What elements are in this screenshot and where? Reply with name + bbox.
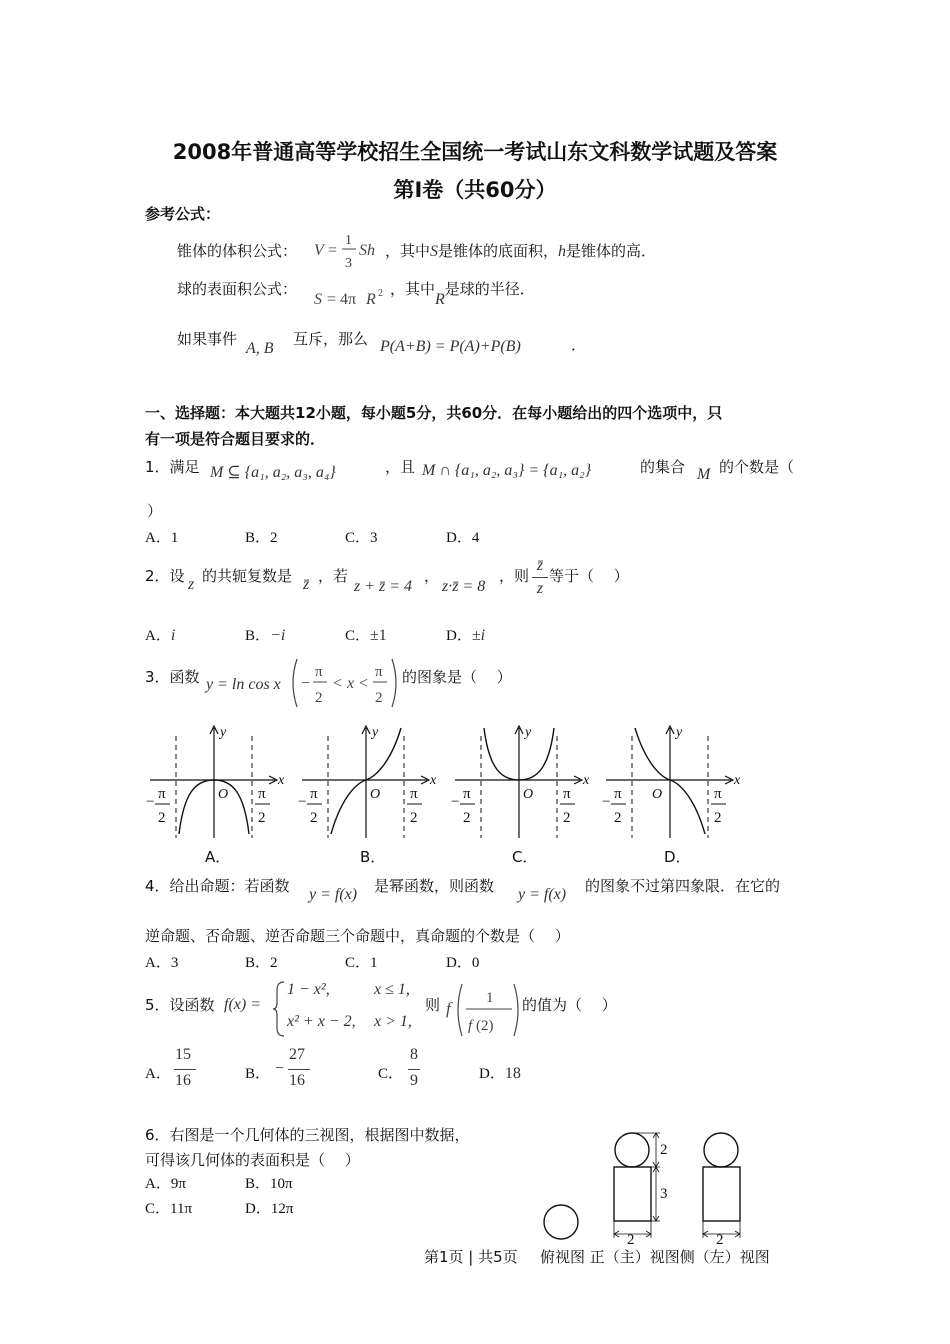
var-R: R bbox=[435, 291, 445, 308]
section-heading: 一、选择题：本大题共12小题，每小题5分，共60分．在每小题给出的四个选项中，只 bbox=[145, 404, 723, 422]
svg-text:f: f bbox=[468, 1018, 473, 1034]
q2-option-a bbox=[145, 624, 175, 645]
event-end: ． bbox=[571, 336, 587, 354]
option-label: A． bbox=[145, 1066, 171, 1082]
option-value: ±1 bbox=[370, 627, 387, 644]
event-formula: P(A+B) = P(A)+P(B) bbox=[380, 338, 521, 355]
option-den: 16 bbox=[289, 1072, 305, 1089]
svg-text:<: < bbox=[333, 675, 343, 692]
svg-text:V: V bbox=[314, 242, 324, 259]
svg-text:2: 2 bbox=[375, 690, 383, 706]
option-value: 18 bbox=[504, 1065, 521, 1082]
q6-option-a: A．9π bbox=[145, 1176, 186, 1192]
graph-a-y-label: y bbox=[220, 725, 227, 740]
q3-func: y = ln cos x bbox=[206, 676, 281, 693]
q6-option-d: D．12π bbox=[245, 1201, 294, 1217]
svg-text:= 4π: = 4π bbox=[327, 291, 357, 308]
q5-prefix: 5．设函数 bbox=[145, 996, 215, 1014]
q5-expr bbox=[444, 980, 522, 1044]
q1-close: ） bbox=[147, 502, 163, 520]
q5-piecewise-brace bbox=[272, 980, 286, 1042]
footer-page: 第1页 | 共5页 bbox=[424, 1248, 518, 1266]
q3-graphs bbox=[140, 722, 760, 846]
page-subtitle: 第Ⅰ卷（共60分） bbox=[393, 178, 557, 202]
graph-c-tick-left-num: π bbox=[463, 786, 471, 802]
sphere-note bbox=[390, 278, 535, 308]
q5-case1-cond: x ≤ 1, bbox=[374, 981, 410, 998]
option-label: A． bbox=[145, 628, 171, 644]
option-label: C． bbox=[345, 628, 371, 644]
q6-three-views bbox=[540, 1126, 780, 1250]
graph-b-tick-left-sign: − bbox=[298, 794, 307, 810]
front-view bbox=[614, 1133, 668, 1246]
top-view-circle bbox=[544, 1205, 578, 1239]
graph-a-tick-right-num: π bbox=[258, 786, 266, 802]
q4-option-b: B．2 bbox=[245, 955, 278, 971]
q2-eq1: z + z̄ = 4 bbox=[354, 578, 413, 595]
q4-line2: 逆命题、否命题、逆否命题三个命题中，真命题的个数是（ ） bbox=[145, 927, 570, 945]
q3-domain bbox=[289, 656, 401, 714]
q1-expr1: M ⊆ {a₁, a₂, a₃, a₄} bbox=[210, 464, 336, 481]
graph-b-tick-left-num: π bbox=[310, 786, 318, 802]
cone-note-text: 是锥体的高． bbox=[566, 242, 657, 260]
graph-b-tick-right-num: π bbox=[410, 786, 418, 802]
q1-suffix-b: 的个数是（ bbox=[719, 458, 795, 476]
q2-mid3: ，则 bbox=[499, 567, 530, 585]
option-frac-bar bbox=[288, 1069, 310, 1070]
graph-a-x-label: x bbox=[278, 773, 285, 788]
sphere-note-text: 是球的半径． bbox=[444, 280, 535, 298]
option-label: B． bbox=[245, 1066, 271, 1082]
q1-mid: ，且 bbox=[385, 458, 416, 476]
q1-expr2: M ∩ {a₁, a₂, a₃} = {a₁, a₂} bbox=[422, 462, 592, 479]
q3-graph-label-b: B． bbox=[360, 848, 386, 866]
sphere-note-text: ，其中 bbox=[390, 280, 436, 298]
graph-a-tick-left-sign: − bbox=[146, 794, 155, 810]
q5-case2-cond: x > 1, bbox=[374, 1013, 412, 1030]
graph-c-y-label: y bbox=[525, 725, 532, 740]
var-S: S bbox=[430, 243, 439, 260]
graph-a-tick-right-den: 2 bbox=[258, 810, 266, 826]
q5-case2-expr: x² + x − 2, bbox=[287, 1013, 356, 1030]
graph-d-tick-right-num: π bbox=[714, 786, 722, 802]
option-label: C． bbox=[378, 1066, 404, 1082]
option-num: 27 bbox=[289, 1046, 305, 1063]
q2-option-d bbox=[446, 624, 485, 645]
q2-eq2: z·z̄ = 8 bbox=[442, 578, 486, 595]
section-heading-cont: 有一项是符合题目要求的． bbox=[145, 430, 326, 448]
q3-graph-label-c: C． bbox=[512, 848, 538, 866]
graph-d-origin: O bbox=[652, 787, 663, 802]
q4-option-d: D．0 bbox=[446, 955, 480, 971]
option-frac-bar bbox=[174, 1069, 196, 1070]
q1-var-M: M bbox=[697, 466, 711, 483]
page-title: 2008年普通高等学校招生全国统一考试山东文科数学试题及答案 bbox=[172, 140, 778, 164]
sphere-formula bbox=[314, 286, 394, 314]
q2-fraction bbox=[532, 556, 548, 599]
q4-line1-a: 4．给出命题：若函数 bbox=[145, 877, 290, 895]
option-sign: − bbox=[275, 1060, 285, 1077]
q1-option-d: D．4 bbox=[446, 530, 480, 546]
graph-d-x-label: x bbox=[734, 773, 741, 788]
svg-text:−: − bbox=[301, 675, 311, 692]
q1-option-c: C．3 bbox=[345, 530, 378, 546]
graph-b-y-label: y bbox=[372, 725, 379, 740]
svg-text:R: R bbox=[366, 291, 376, 308]
q2-frac-den: z bbox=[536, 580, 544, 597]
q1-option-a: A．1 bbox=[145, 530, 179, 546]
svg-text:1: 1 bbox=[486, 990, 494, 1006]
q3-suffix: 的图象是（ ） bbox=[402, 668, 512, 686]
q4-line1-c: 的图象不过第四象限．在它的 bbox=[585, 877, 781, 895]
event-vars: A, B bbox=[246, 340, 274, 357]
graph-c-origin: O bbox=[523, 787, 534, 802]
option-den: 16 bbox=[175, 1072, 191, 1089]
q5-case1-expr: 1 − x², bbox=[287, 981, 330, 998]
svg-text:π: π bbox=[315, 664, 323, 680]
q5-option-d bbox=[479, 1062, 521, 1083]
q2-frac-bar bbox=[532, 577, 548, 578]
q3-graph-label-a: A． bbox=[205, 848, 231, 866]
side-view bbox=[703, 1133, 740, 1246]
option-label: B． bbox=[245, 628, 271, 644]
graph-b-tick-right-den: 2 bbox=[410, 810, 418, 826]
q4-line1-b: 是幂函数，则函数 bbox=[374, 877, 495, 895]
graph-d-y-label: y bbox=[676, 725, 683, 740]
q6-line1: 6．右图是一个几何体的三视图，根据图中数据， bbox=[145, 1126, 470, 1144]
q6-option-c: C．11π bbox=[145, 1201, 193, 1217]
cone-formula bbox=[312, 228, 384, 278]
q1-option-b: B．2 bbox=[245, 530, 278, 546]
svg-text:π: π bbox=[375, 664, 383, 680]
q6-line2: 可得该几何体的表面积是（ ） bbox=[145, 1151, 360, 1169]
option-value: ±i bbox=[471, 627, 486, 644]
q6-option-b: B．10π bbox=[245, 1176, 293, 1192]
graph-d-tick-left-sign: − bbox=[602, 794, 611, 810]
q4-f2: y = f(x) bbox=[518, 886, 567, 903]
svg-text:2: 2 bbox=[315, 690, 323, 706]
dim-label-2: 2 bbox=[716, 1232, 724, 1246]
graph-d-tick-left-den: 2 bbox=[614, 810, 622, 826]
graph-c-tick-left-den: 2 bbox=[463, 810, 471, 826]
option-label: D． bbox=[446, 628, 472, 644]
svg-text:2: 2 bbox=[378, 288, 383, 299]
q3-graph-label-d: D． bbox=[664, 848, 691, 866]
q2-prefix: 2．设 bbox=[145, 567, 185, 585]
svg-text:f: f bbox=[446, 999, 451, 1018]
svg-text:(2): (2) bbox=[476, 1018, 494, 1034]
q3-prefix: 3．函数 bbox=[145, 668, 200, 686]
option-num: 8 bbox=[410, 1046, 418, 1063]
q4-option-c: C．1 bbox=[345, 955, 378, 971]
q2-mid1: 的共轭复数是 bbox=[202, 567, 293, 585]
cone-note-text: 是锥体的底面积， bbox=[438, 242, 559, 260]
graph-b-x-label: x bbox=[430, 773, 437, 788]
graph-a-tick-left-num: π bbox=[158, 786, 166, 802]
svg-text:S: S bbox=[314, 291, 322, 308]
q2-suffix: 等于（ ） bbox=[549, 567, 629, 585]
event-label: 如果事件 bbox=[177, 330, 238, 348]
graph-b-tick-left-den: 2 bbox=[310, 810, 318, 826]
svg-text:3: 3 bbox=[345, 256, 352, 271]
cone-note-text: ，其中 bbox=[385, 242, 431, 260]
q2-frac-num: z̄ bbox=[536, 557, 544, 574]
graph-c-tick-right-den: 2 bbox=[563, 810, 571, 826]
graph-b-origin: O bbox=[370, 787, 381, 802]
q5-fx: f(x) = bbox=[224, 996, 261, 1013]
dim-label-3: 3 bbox=[660, 1186, 668, 1202]
graph-d-tick-right-den: 2 bbox=[714, 810, 722, 826]
option-value: −i bbox=[270, 627, 286, 644]
svg-text:1: 1 bbox=[345, 233, 352, 248]
graph-a-origin: O bbox=[218, 787, 229, 802]
cone-note bbox=[385, 240, 656, 261]
footer-views: 俯视图 正（主）视图侧（左）视图 bbox=[540, 1248, 770, 1266]
svg-text:=: = bbox=[328, 242, 338, 259]
dim-label-2: 2 bbox=[660, 1142, 668, 1158]
q4-f1: y = f(x) bbox=[309, 886, 358, 903]
q2-option-c bbox=[345, 624, 387, 645]
q5-suffix: 的值为（ ） bbox=[522, 996, 617, 1014]
q1-prefix: 1．满足 bbox=[145, 458, 200, 476]
option-label: D． bbox=[479, 1066, 505, 1082]
var-h: h bbox=[558, 243, 567, 260]
q2-comma: ， bbox=[424, 567, 440, 585]
sphere-formula-label: 球的表面积公式： bbox=[177, 280, 298, 298]
option-num: 15 bbox=[175, 1046, 191, 1063]
q5-mid: 则 bbox=[425, 996, 441, 1014]
option-value: i bbox=[170, 627, 176, 644]
svg-text:x: x bbox=[347, 675, 355, 692]
q2-mid2: ，若 bbox=[318, 567, 349, 585]
graph-d-tick-left-num: π bbox=[614, 786, 622, 802]
cone-formula-label: 锥体的体积公式： bbox=[177, 242, 298, 260]
graph-a-tick-left-den: 2 bbox=[158, 810, 166, 826]
graph-c-x-label: x bbox=[583, 773, 590, 788]
svg-text:<: < bbox=[359, 675, 369, 692]
option-den: 9 bbox=[410, 1072, 418, 1089]
graph-c-tick-right-num: π bbox=[563, 786, 571, 802]
q1-suffix-a: 的集合 bbox=[640, 458, 686, 476]
dim-label-2: 2 bbox=[627, 1232, 635, 1246]
q2-option-b bbox=[245, 624, 285, 645]
q4-option-a: A．3 bbox=[145, 955, 179, 971]
event-mid: 互斥，那么 bbox=[293, 330, 369, 348]
q2-zbar: z̄ bbox=[303, 576, 310, 593]
svg-text:Sh: Sh bbox=[359, 242, 375, 259]
graph-c-tick-left-sign: − bbox=[451, 794, 460, 810]
q2-z: z bbox=[188, 576, 195, 593]
option-frac-bar bbox=[408, 1069, 420, 1070]
ref-heading: 参考公式： bbox=[145, 205, 221, 223]
